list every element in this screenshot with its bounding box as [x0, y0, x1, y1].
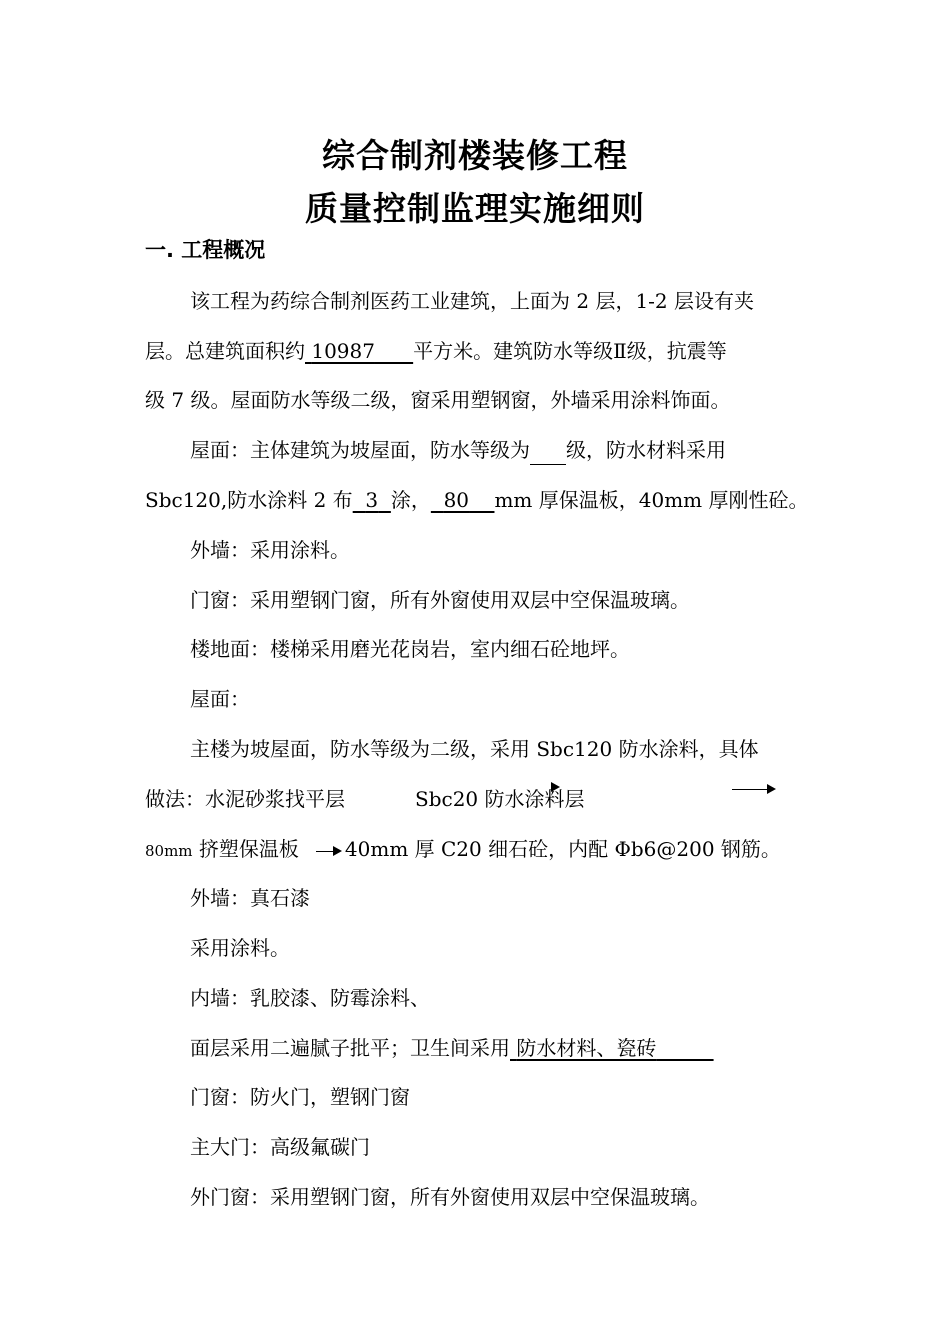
paragraph-line: 主楼为坡屋面，防水等级为二级，采用 Sbc120 防水涂料，具体: [190, 737, 759, 761]
text-segment: 挤塑保温板: [192, 837, 299, 861]
paragraph-line: [145, 784, 585, 814]
paragraph-line: 该工程为药综合制剂医药工业建筑，上面为 2 层，1-2 层设有夹: [190, 289, 755, 313]
text-segment: 层。总建筑面积约: [145, 339, 305, 363]
text-segment: 面层采用二遍腻子批平；卫生间采用: [190, 1036, 510, 1060]
text-segment: 40mm 厚 C20 细石砼，内配 Φb6@200 钢筋。: [344, 837, 781, 861]
text-segment: Sbc20 防水涂料层: [415, 787, 585, 811]
text-segment: 80mm: [145, 842, 193, 860]
paragraph-line: [145, 485, 809, 515]
paragraph-line: 屋面：: [190, 687, 250, 711]
coats-value: 3: [365, 488, 379, 512]
text-segment: 级，防水材料采用: [566, 438, 726, 462]
blank-field: [530, 442, 566, 465]
document-title-line1: 综合制剂楼装修工程: [322, 136, 628, 175]
text-segment: 屋面：主体建筑为坡屋面，防水等级为: [190, 438, 530, 462]
paragraph-line: 楼地面：楼梯采用磨光花岗岩，室内细石砼地坪。: [190, 637, 630, 661]
paragraph-line: 采用涂料。: [190, 936, 290, 960]
paragraph-line: 外门窗：采用塑钢门窗，所有外窗使用双层中空保温玻璃。: [190, 1185, 710, 1209]
area-value: 10987: [311, 339, 375, 363]
paragraph-line: 外墙：真石漆: [190, 886, 310, 910]
text-segment: 平方米。建筑防水等级Ⅱ级，抗震等: [413, 339, 727, 363]
paragraph-line: 门窗：采用塑钢门窗，所有外窗使用双层中空保温玻璃。: [190, 588, 690, 612]
text-segment: mm 厚保温板，40mm 厚刚性砼。: [494, 488, 809, 512]
paragraph-line: 级 7 级。屋面防水等级二级，窗采用塑钢窗，外墙采用涂料饰面。: [145, 388, 731, 412]
text-segment: 做法：水泥砂浆找平层: [145, 787, 345, 811]
paragraph-line: 主大门：高级氟碳门: [190, 1135, 370, 1159]
paragraph-line: 外墙：采用涂料。: [190, 538, 350, 562]
paragraph-line: 内墙：乳胶漆、防霉涂料、: [190, 986, 430, 1010]
paragraph-line: [145, 336, 727, 366]
paragraph-line: 门窗：防火门，塑钢门窗: [190, 1085, 410, 1109]
arrow-icon: [316, 851, 340, 852]
paragraph-line: [190, 1033, 714, 1063]
thickness-value: 80: [443, 488, 470, 512]
document-title-line2: 质量控制监理实施细则: [305, 189, 645, 228]
paragraph-line: [145, 834, 781, 866]
bathroom-material-value: 防水材料、瓷砖: [516, 1036, 657, 1060]
text-segment: Sbc120,防水涂料 2 布: [145, 488, 353, 512]
arrow-icon: [732, 789, 774, 790]
paragraph-line: [190, 435, 726, 465]
section-heading-overview: 一. 工程概况: [145, 238, 266, 262]
arrow-icon: [552, 787, 558, 788]
text-segment: 涂，: [390, 488, 431, 512]
